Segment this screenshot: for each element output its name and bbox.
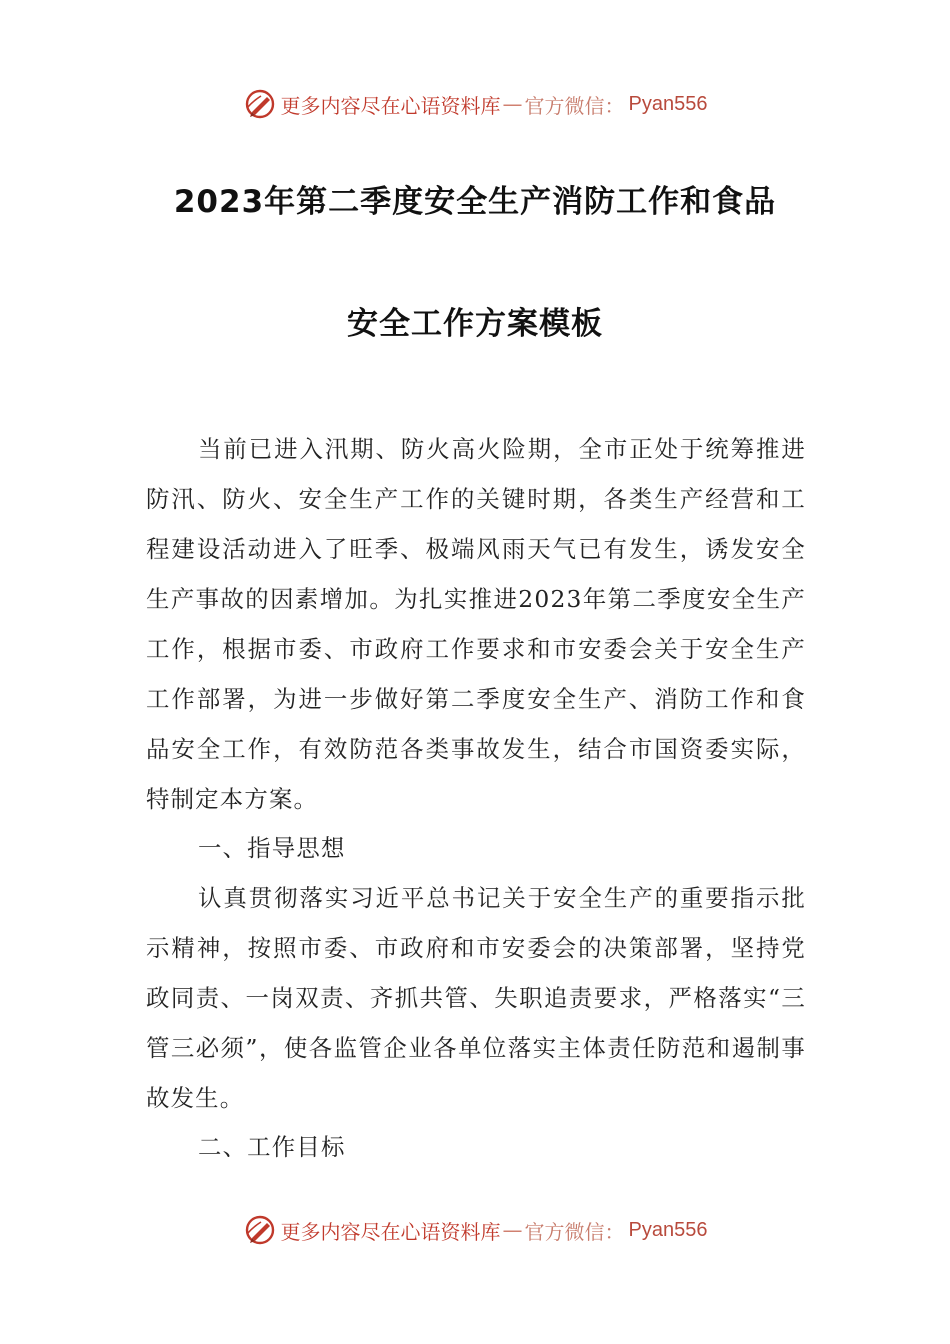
footer-watermark [0, 1210, 950, 1250]
watermark-main-text: 更多内容尽在心语资料库 [280, 1219, 501, 1244]
watermark-official-label: 官方微信： [524, 1219, 625, 1244]
intro-section [146, 424, 806, 824]
watermark-wechat-id: Pyan556 [628, 92, 708, 115]
header-watermark [0, 84, 950, 124]
watermark-separator: — [502, 92, 523, 116]
watermark-official-label: 官方微信： [524, 93, 625, 118]
section-1-heading: 一、指导思想 [198, 834, 346, 862]
section-1-body [146, 873, 806, 1123]
section-1-paragraph: 认真贯彻落实习近平总书记关于安全生产的重要指示批示精神，按照市委、市政府和市安委会的决策部署，坚持党政同责、一岗双责、齐抓共管、失职追责要求，严格落实“三管三必须”，使各监管企业各单位落实主体责任防范和遏制事故发生。 [146, 884, 806, 1112]
section-2-heading: 二、工作目标 [198, 1133, 346, 1161]
watermark-wechat-id: Pyan556 [628, 1218, 708, 1241]
document-title-line-1: 2023年第二季度安全生产消防工作和食品 [173, 184, 777, 220]
watermark-main-text: 更多内容尽在心语资料库 [280, 93, 501, 118]
document-title-line-2: 安全工作方案模板 [347, 306, 603, 342]
pen-logo-icon [243, 1213, 277, 1247]
watermark-separator: — [502, 1218, 523, 1242]
intro-paragraph: 当前已进入汛期、防火高火险期，全市正处于统筹推进防汛、防火、安全生产工作的关键时期，各类生产经营和工程建设活动进入了旺季、极端风雨天气已有发生，诱发安全生产事故的因素增加。为扎实推进2023年第二季度安全生产工作，根据市委、市政府工作要求和市安委会关于安全生产工作部署，为进一步做好第二季度安全生产、消防工作和食品安全工作，有效防范各类事故发生，结合市国资委实际，特制定本方案。 [146, 435, 806, 813]
pen-logo-icon [243, 87, 277, 121]
